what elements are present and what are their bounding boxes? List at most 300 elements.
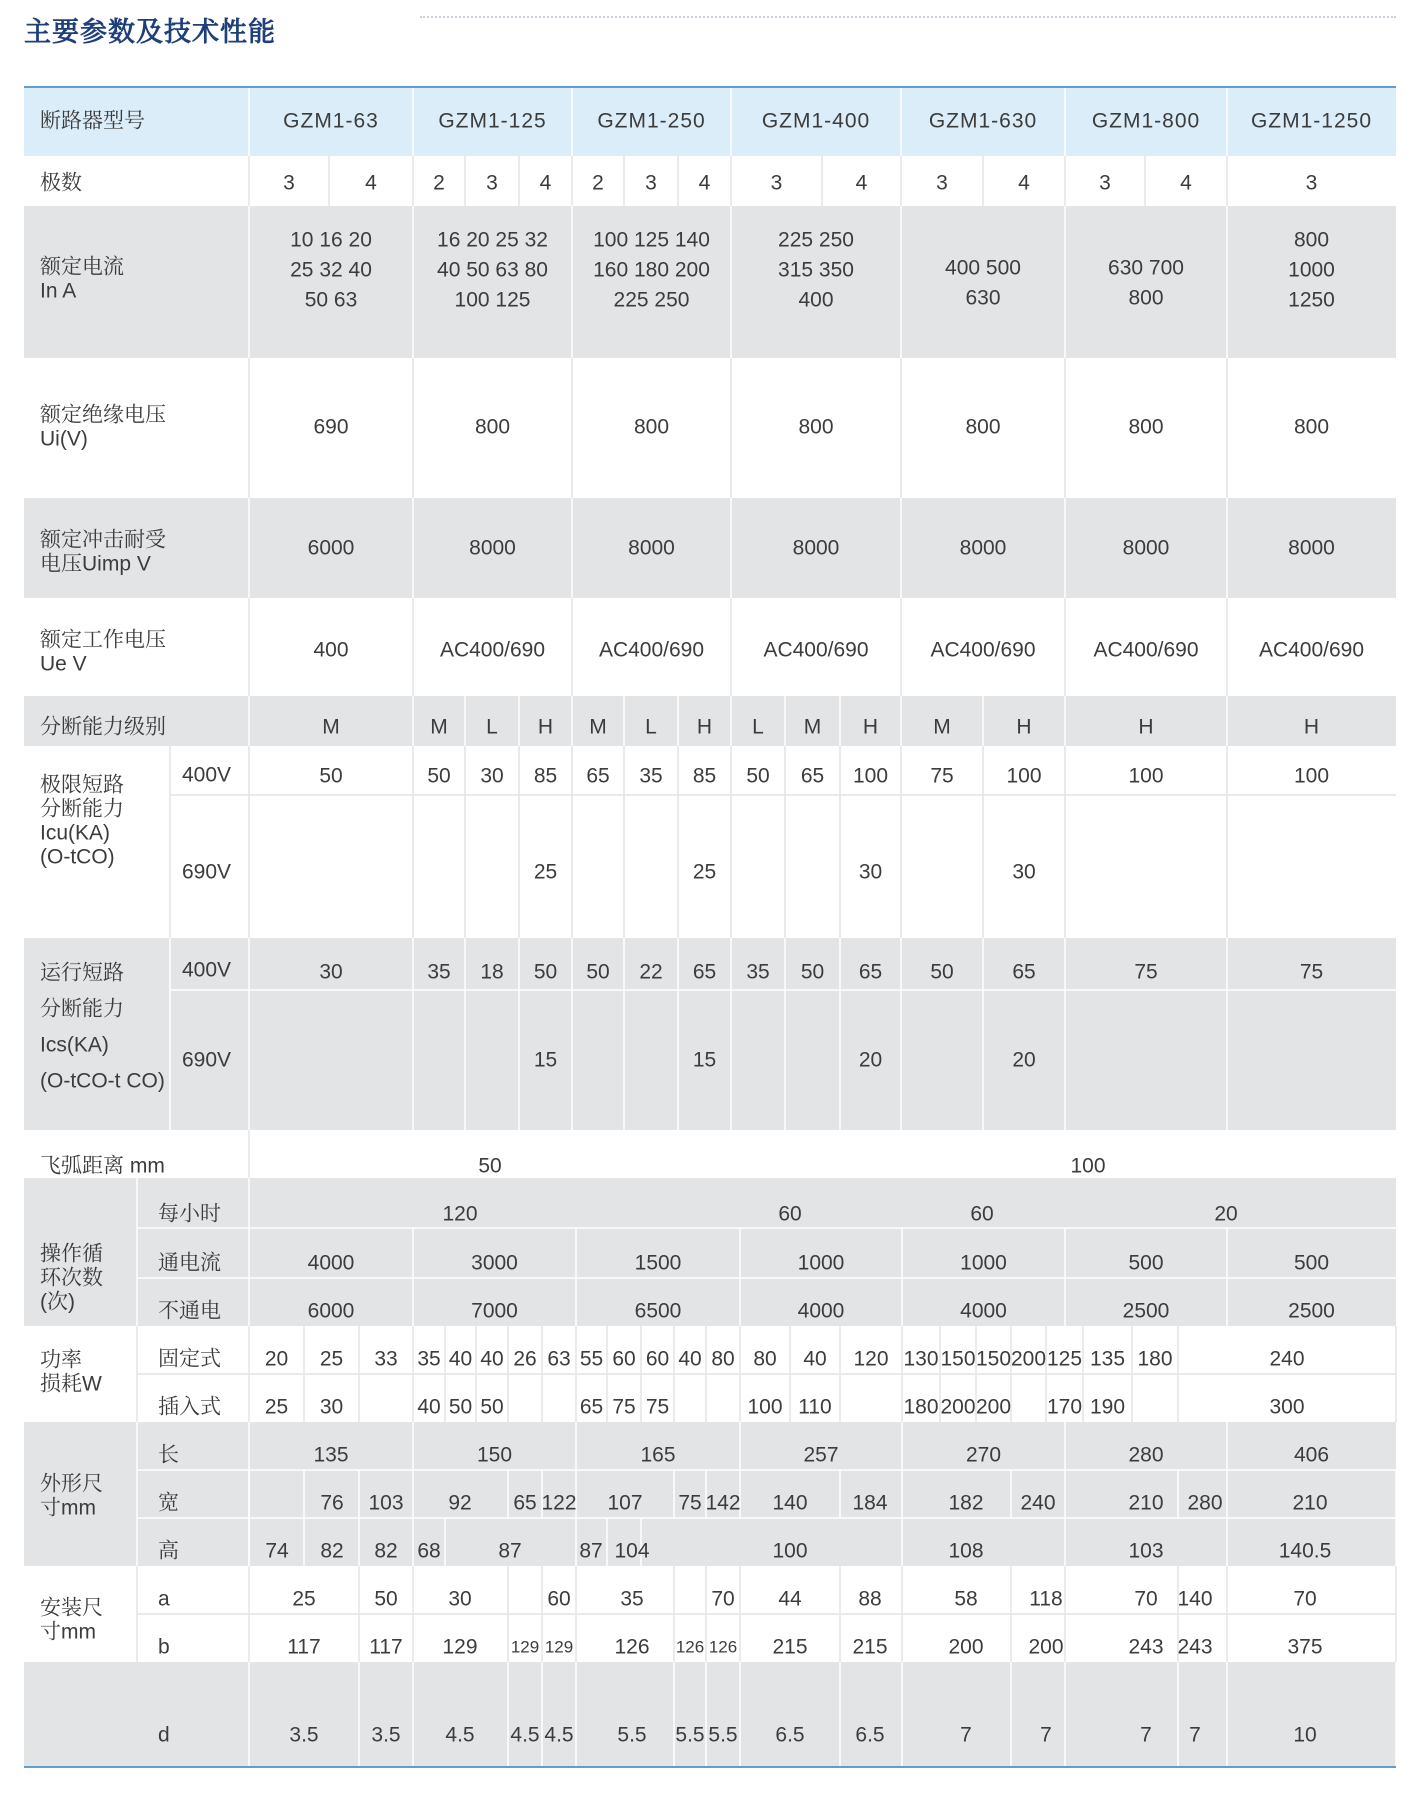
dim-width-cell: 92 xyxy=(448,1491,472,1515)
power-fixed-cell: 20 xyxy=(264,1347,289,1371)
dim-length-cell: 135 xyxy=(313,1443,349,1467)
working-voltage-cell: AC400/690 xyxy=(1093,638,1199,662)
row-label: 外形尺 xyxy=(40,1472,103,1496)
dim-width-cell: 107 xyxy=(607,1491,643,1515)
mount-d-cell: 5.5 xyxy=(617,1723,647,1747)
rated-current-cell: 400 xyxy=(798,288,834,312)
power-fixed-cell: 150 xyxy=(975,1347,1012,1371)
cycles-on-cell: 500 xyxy=(1293,1251,1330,1275)
insulation-cell: 690 xyxy=(313,415,349,439)
voltage-label: 690V xyxy=(182,860,232,884)
rated-current-cell: 800 xyxy=(1128,286,1164,310)
mount-d-cell: 5.5 xyxy=(675,1723,705,1747)
dim-width-cell: 65 xyxy=(513,1491,537,1515)
mount-d-cell: 7 xyxy=(960,1723,972,1747)
breaking-level-cell: M xyxy=(803,715,822,739)
rated-current-cell: 1000 xyxy=(1288,258,1335,282)
ics-400-cell: 50 xyxy=(533,960,558,984)
mount-a-cell: 140 xyxy=(1177,1587,1213,1611)
power-plugin-cell: 170 xyxy=(1046,1395,1083,1419)
rated-current-cell: 160 180 200 xyxy=(593,258,710,282)
rated-current-cell: 50 63 xyxy=(304,288,358,312)
breaking-level-cell: M xyxy=(933,715,951,739)
model-header: GZM1-400 xyxy=(761,109,871,133)
cycles-off-cell: 2500 xyxy=(1122,1299,1170,1323)
insulation-cell: 800 xyxy=(798,415,834,439)
breaking-level-cell: H xyxy=(696,715,713,739)
row-label: 电压Uimp V xyxy=(40,552,151,576)
power-fixed-cell: 26 xyxy=(513,1347,537,1371)
row-label: Ui(V) xyxy=(40,427,88,451)
power-fixed-cell: 130 xyxy=(903,1347,939,1371)
arc-cell: 100 xyxy=(1070,1154,1106,1178)
ics-400-cell: 65 xyxy=(692,960,717,984)
dim-height-cell: 82 xyxy=(320,1539,344,1563)
ics-400-cell: 35 xyxy=(427,960,451,984)
power-fixed-cell: 60 xyxy=(612,1347,636,1371)
row-label: 极限短路 xyxy=(40,773,124,797)
mount-d-cell: 4.5 xyxy=(544,1723,574,1747)
row-label: 极数 xyxy=(40,171,82,195)
icu-400-cell: 35 xyxy=(639,764,663,788)
row-label: (O-tCO) xyxy=(40,845,115,869)
ics-400-cell: 65 xyxy=(1012,960,1036,984)
cycles-off-cell: 4000 xyxy=(960,1299,1007,1323)
rated-current-cell: 16 20 25 32 xyxy=(437,228,548,252)
sub-label: d xyxy=(158,1723,170,1747)
icu-400-cell: 100 xyxy=(1128,764,1164,788)
icu-400-cell: 100 xyxy=(1293,764,1330,788)
power-plugin-cell: 75 xyxy=(645,1395,670,1419)
mount-b-cell: 126 xyxy=(675,1637,705,1657)
rated-current-cell: 800 xyxy=(1293,228,1330,252)
insulation-cell: 800 xyxy=(1128,415,1164,439)
row-label: 分断能力 xyxy=(40,797,124,821)
row-label: 分断能力 xyxy=(40,997,124,1021)
working-voltage-cell: AC400/690 xyxy=(1258,638,1365,662)
power-plugin-cell: 25 xyxy=(264,1395,289,1419)
poles-cell: 4 xyxy=(698,171,711,195)
mount-a-cell: 70 xyxy=(1293,1587,1317,1611)
rated-current-cell: 10 16 20 xyxy=(290,228,372,252)
dim-height-cell: 100 xyxy=(772,1539,808,1563)
power-plugin-cell: 30 xyxy=(319,1395,344,1419)
impulse-cell: 8000 xyxy=(1288,536,1335,560)
breaking-level-cell: M xyxy=(589,715,607,739)
ics-690-cell: 20 xyxy=(1012,1048,1036,1072)
poles-cell: 4 xyxy=(365,171,377,195)
bottom-rule xyxy=(24,1766,1396,1768)
dim-height-cell: 87 xyxy=(498,1539,522,1563)
cycles-hour-cell: 20 xyxy=(1214,1202,1238,1226)
poles-cell: 2 xyxy=(433,171,445,195)
mount-a-cell: 25 xyxy=(292,1587,316,1611)
rated-current-cell: 1250 xyxy=(1288,288,1335,312)
mount-a-cell: 60 xyxy=(547,1587,571,1611)
row-label: 额定绝缘电压 xyxy=(40,403,166,427)
breaking-level-cell: L xyxy=(645,715,657,739)
mount-a-cell: 44 xyxy=(778,1587,802,1611)
cycles-hour-cell: 60 xyxy=(778,1202,802,1226)
model-header: GZM1-63 xyxy=(283,109,379,133)
dim-height-cell: 82 xyxy=(374,1539,398,1563)
breaking-level-cell: H xyxy=(1138,715,1154,739)
header-label: 断路器型号 xyxy=(40,109,145,133)
icu-400-cell: 85 xyxy=(692,764,717,788)
row-label: (次) xyxy=(40,1290,75,1314)
cycles-hour-cell: 120 xyxy=(442,1202,478,1226)
ics-400-cell: 35 xyxy=(746,960,770,984)
row-band xyxy=(24,498,1396,598)
mount-b-cell: 215 xyxy=(852,1635,888,1659)
row-band xyxy=(24,1178,1396,1326)
poles-cell: 4 xyxy=(855,171,868,195)
breaking-level-cell: L xyxy=(752,715,764,739)
power-fixed-cell: 80 xyxy=(711,1347,735,1371)
power-plugin-cell: 190 xyxy=(1089,1395,1126,1419)
mount-a-cell: 70 xyxy=(1134,1587,1158,1611)
power-fixed-cell: 55 xyxy=(579,1347,604,1371)
mount-b-cell: 126 xyxy=(708,1637,738,1657)
dim-width-cell: 240 xyxy=(1020,1491,1056,1515)
power-fixed-cell: 40 xyxy=(803,1347,827,1371)
impulse-cell: 8000 xyxy=(628,536,675,560)
icu-400-cell: 65 xyxy=(800,764,825,788)
dim-length-cell: 257 xyxy=(803,1443,839,1467)
row-label: (O-tCO-t CO) xyxy=(40,1069,165,1093)
row-label: 分断能力级别 xyxy=(40,715,166,739)
dim-length-cell: 150 xyxy=(476,1443,513,1467)
mount-d-cell: 10 xyxy=(1293,1723,1317,1747)
power-plugin-cell: 65 xyxy=(579,1395,604,1419)
icu-690-cell: 30 xyxy=(858,860,883,884)
mount-d-cell: 5.5 xyxy=(708,1723,738,1747)
power-plugin-cell: 50 xyxy=(480,1395,504,1419)
ics-400-cell: 50 xyxy=(930,960,954,984)
mount-a-cell: 50 xyxy=(374,1587,398,1611)
cycles-on-cell: 1000 xyxy=(797,1251,845,1275)
icu-690-cell: 25 xyxy=(692,860,717,884)
poles-cell: 4 xyxy=(1180,171,1192,195)
poles-cell: 4 xyxy=(1018,171,1030,195)
sub-label: 长 xyxy=(158,1443,179,1467)
dim-width-cell: 122 xyxy=(541,1491,577,1515)
rated-current-cell: 630 xyxy=(965,286,1001,310)
breaking-level-cell: L xyxy=(486,715,498,739)
icu-400-cell: 65 xyxy=(586,764,610,788)
icu-400-cell: 50 xyxy=(746,764,770,788)
breaking-level-cell: H xyxy=(1016,715,1032,739)
mount-d-cell: 6.5 xyxy=(775,1723,805,1747)
working-voltage-cell: 400 xyxy=(313,638,349,662)
mount-b-cell: 243 xyxy=(1177,1635,1213,1659)
impulse-cell: 8000 xyxy=(792,536,840,560)
row-label: 飞弧距离 mm xyxy=(40,1154,165,1178)
power-plugin-cell: 180 xyxy=(903,1395,939,1419)
row-band xyxy=(24,1130,1396,1178)
insulation-cell: 800 xyxy=(965,415,1001,439)
sub-label: 每小时 xyxy=(158,1202,221,1226)
mount-d-cell: 4.5 xyxy=(510,1723,540,1747)
dim-length-cell: 406 xyxy=(1293,1443,1330,1467)
dim-width-cell: 184 xyxy=(852,1491,888,1515)
ics-690-cell: 20 xyxy=(858,1048,883,1072)
icu-400-cell: 85 xyxy=(533,764,558,788)
row-label: 寸mm xyxy=(40,1496,96,1520)
top-rule xyxy=(24,86,1396,88)
power-plugin-cell: 50 xyxy=(448,1395,473,1419)
mount-a-cell: 88 xyxy=(858,1587,882,1611)
cycles-off-cell: 2500 xyxy=(1288,1299,1335,1323)
row-band xyxy=(24,358,1396,498)
sub-label: 不通电 xyxy=(158,1299,221,1323)
mount-a-cell: 58 xyxy=(954,1587,978,1611)
row-band xyxy=(24,1662,1396,1766)
breaking-level-cell: H xyxy=(537,715,554,739)
icu-400-cell: 75 xyxy=(930,764,954,788)
mount-a-cell: 35 xyxy=(620,1587,644,1611)
power-fixed-cell: 40 xyxy=(448,1347,473,1371)
cycles-on-cell: 1500 xyxy=(634,1251,682,1275)
row-label: In A xyxy=(40,279,77,303)
dim-width-cell: 76 xyxy=(320,1491,344,1515)
row-label: 额定电流 xyxy=(40,255,124,279)
ics-690-cell: 15 xyxy=(533,1048,558,1072)
mount-b-cell: 129 xyxy=(442,1635,478,1659)
ics-690-cell: 15 xyxy=(692,1048,717,1072)
poles-cell: 4 xyxy=(539,171,552,195)
sub-label: 通电流 xyxy=(158,1251,221,1275)
page-title: 主要参数及技术性能 xyxy=(24,17,276,48)
arc-cell: 50 xyxy=(478,1154,502,1178)
mount-b-cell: 243 xyxy=(1128,1635,1164,1659)
ics-400-cell: 30 xyxy=(319,960,343,984)
dim-length-cell: 280 xyxy=(1128,1443,1164,1467)
mount-a-cell: 30 xyxy=(448,1587,472,1611)
dim-width-cell: 182 xyxy=(948,1491,984,1515)
icu-690-cell: 30 xyxy=(1012,860,1036,884)
poles-cell: 3 xyxy=(1305,171,1318,195)
icu-400-cell: 50 xyxy=(427,764,451,788)
sub-label: 高 xyxy=(158,1539,179,1563)
row-label: 损耗W xyxy=(40,1372,102,1396)
power-fixed-cell: 120 xyxy=(853,1347,889,1371)
voltage-label: 690V xyxy=(182,1048,232,1072)
dim-height-cell: 103 xyxy=(1128,1539,1164,1563)
mount-b-cell: 200 xyxy=(948,1635,984,1659)
impulse-cell: 8000 xyxy=(1122,536,1170,560)
power-plugin-cell: 200 xyxy=(940,1395,976,1419)
insulation-cell: 800 xyxy=(633,415,670,439)
mount-b-cell: 126 xyxy=(614,1635,650,1659)
mount-d-cell: 3.5 xyxy=(371,1723,401,1747)
ics-400-cell: 50 xyxy=(800,960,825,984)
model-header: GZM1-125 xyxy=(438,109,547,133)
breaking-level-cell: M xyxy=(430,715,448,739)
ics-400-cell: 65 xyxy=(858,960,883,984)
mount-b-cell: 129 xyxy=(510,1637,540,1657)
row-label: 额定工作电压 xyxy=(40,628,166,652)
impulse-cell: 8000 xyxy=(469,536,516,560)
power-fixed-cell: 33 xyxy=(374,1347,398,1371)
icu-690-cell: 25 xyxy=(533,860,558,884)
rated-current-cell: 40 50 63 80 xyxy=(437,258,548,282)
power-fixed-cell: 135 xyxy=(1089,1347,1126,1371)
working-voltage-cell: AC400/690 xyxy=(763,638,869,662)
icu-400-cell: 50 xyxy=(319,764,343,788)
rated-current-cell: 225 250 xyxy=(613,288,690,312)
rated-current-cell: 25 32 40 xyxy=(290,258,372,282)
impulse-cell: 6000 xyxy=(307,536,355,560)
working-voltage-cell: AC400/690 xyxy=(930,638,1036,662)
mount-b-cell: 215 xyxy=(772,1635,808,1659)
model-header: GZM1-1250 xyxy=(1250,109,1373,133)
cycles-on-cell: 3000 xyxy=(471,1251,518,1275)
mount-d-cell: 3.5 xyxy=(289,1723,319,1747)
breaking-level-cell: M xyxy=(322,715,340,739)
cycles-on-cell: 500 xyxy=(1128,1251,1164,1275)
insulation-cell: 800 xyxy=(1293,415,1330,439)
row-band xyxy=(24,206,1396,358)
row-label: 操作循 xyxy=(40,1242,103,1266)
dim-width-cell: 210 xyxy=(1292,1491,1328,1515)
power-fixed-cell: 60 xyxy=(645,1347,670,1371)
dim-width-cell: 142 xyxy=(705,1491,741,1515)
dim-height-cell: 108 xyxy=(948,1539,984,1563)
power-fixed-cell: 200 xyxy=(1010,1347,1047,1371)
model-header: GZM1-800 xyxy=(1091,109,1201,133)
dim-height-cell: 140.5 xyxy=(1278,1539,1332,1563)
model-header: GZM1-630 xyxy=(928,109,1038,133)
power-fixed-cell: 150 xyxy=(940,1347,976,1371)
rated-current-cell: 100 125 140 xyxy=(593,228,710,252)
row-label: 额定冲击耐受 xyxy=(40,528,166,552)
power-plugin-cell: 110 xyxy=(798,1395,832,1419)
poles-cell: 3 xyxy=(936,171,948,195)
dim-length-cell: 165 xyxy=(640,1443,676,1467)
dim-length-cell: 270 xyxy=(965,1443,1002,1467)
sub-label: 固定式 xyxy=(158,1347,221,1371)
poles-cell: 3 xyxy=(486,171,498,195)
power-plugin-cell: 100 xyxy=(747,1395,783,1419)
sub-label: a xyxy=(158,1587,170,1611)
breaking-level-cell: H xyxy=(1303,715,1320,739)
ics-400-cell: 18 xyxy=(480,960,504,984)
cycles-hour-cell: 60 xyxy=(970,1202,994,1226)
cycles-off-cell: 4000 xyxy=(797,1299,845,1323)
power-plugin-cell: 200 xyxy=(975,1395,1012,1419)
ics-400-cell: 75 xyxy=(1299,960,1324,984)
cycles-off-cell: 6500 xyxy=(634,1299,682,1323)
power-fixed-cell: 40 xyxy=(480,1347,504,1371)
power-fixed-cell: 125 xyxy=(1046,1347,1083,1371)
mount-a-cell: 118 xyxy=(1029,1587,1063,1611)
dim-height-cell: 87 xyxy=(579,1539,603,1563)
ics-400-cell: 75 xyxy=(1134,960,1158,984)
power-fixed-cell: 240 xyxy=(1269,1347,1305,1371)
row-label: 环次数 xyxy=(40,1266,103,1290)
dim-width-cell: 210 xyxy=(1128,1491,1164,1515)
row-label: 功率 xyxy=(40,1348,82,1372)
row-label: 寸mm xyxy=(40,1620,96,1644)
power-fixed-cell: 25 xyxy=(319,1347,344,1371)
dim-width-cell: 140 xyxy=(772,1491,808,1515)
power-plugin-cell: 75 xyxy=(612,1395,636,1419)
cycles-off-cell: 6000 xyxy=(307,1299,355,1323)
cycles-off-cell: 7000 xyxy=(471,1299,518,1323)
row-label: Ics(KA) xyxy=(40,1033,109,1057)
icu-400-cell: 100 xyxy=(1006,764,1042,788)
sub-label: 宽 xyxy=(158,1491,179,1515)
power-fixed-cell: 80 xyxy=(753,1347,777,1371)
mount-b-cell: 117 xyxy=(287,1635,321,1659)
power-plugin-cell: 300 xyxy=(1269,1395,1305,1419)
rated-current-cell: 315 350 xyxy=(778,258,854,282)
mount-d-cell: 4.5 xyxy=(445,1723,475,1747)
dim-height-cell: 74 xyxy=(265,1539,289,1563)
dim-width-cell: 103 xyxy=(368,1491,404,1515)
poles-cell: 3 xyxy=(283,171,295,195)
power-fixed-cell: 180 xyxy=(1137,1347,1173,1371)
row-label: Icu(KA) xyxy=(40,821,111,845)
power-plugin-cell: 40 xyxy=(417,1395,441,1419)
impulse-cell: 8000 xyxy=(959,536,1007,560)
working-voltage-cell: AC400/690 xyxy=(439,638,546,662)
poles-cell: 3 xyxy=(1099,171,1111,195)
rated-current-cell: 100 125 xyxy=(454,288,531,312)
ics-400-cell: 22 xyxy=(639,960,663,984)
row-label: Ue V xyxy=(40,652,87,676)
dim-height-cell: 68 xyxy=(417,1539,441,1563)
dim-width-cell: 280 xyxy=(1187,1491,1223,1515)
dim-height-cell: 104 xyxy=(614,1539,650,1563)
power-fixed-cell: 63 xyxy=(547,1347,571,1371)
mount-b-cell: 375 xyxy=(1287,1635,1323,1659)
mount-d-cell: 6.5 xyxy=(855,1723,885,1747)
mount-d-cell: 7 xyxy=(1140,1723,1152,1747)
power-fixed-cell: 35 xyxy=(417,1347,441,1371)
icu-400-cell: 100 xyxy=(852,764,889,788)
cycles-on-cell: 1000 xyxy=(960,1251,1007,1275)
poles-cell: 3 xyxy=(645,171,657,195)
poles-cell: 2 xyxy=(592,171,604,195)
mount-b-cell: 129 xyxy=(544,1637,574,1657)
rated-current-cell: 630 700 xyxy=(1108,256,1184,280)
rated-current-cell: 400 500 xyxy=(945,256,1021,280)
dim-width-cell: 75 xyxy=(678,1491,702,1515)
voltage-label: 400V xyxy=(182,763,232,787)
cycles-on-cell: 4000 xyxy=(307,1251,355,1275)
model-header: GZM1-250 xyxy=(597,109,706,133)
mount-d-cell: 7 xyxy=(1189,1723,1201,1747)
icu-400-cell: 30 xyxy=(480,764,504,788)
rated-current-cell: 225 250 xyxy=(778,228,854,252)
breaking-level-cell: H xyxy=(862,715,879,739)
mount-a-cell: 70 xyxy=(711,1587,735,1611)
row-label: 运行短路 xyxy=(40,961,124,985)
sub-label: b xyxy=(158,1635,170,1659)
sub-label: 插入式 xyxy=(158,1395,221,1419)
voltage-label: 400V xyxy=(182,958,232,982)
mount-b-cell: 117 xyxy=(369,1635,403,1659)
ics-400-cell: 50 xyxy=(586,960,610,984)
row-label: 安装尺 xyxy=(40,1596,103,1620)
working-voltage-cell: AC400/690 xyxy=(598,638,705,662)
mount-b-cell: 200 xyxy=(1028,1635,1064,1659)
mount-d-cell: 7 xyxy=(1040,1723,1052,1747)
power-fixed-cell: 40 xyxy=(678,1347,702,1371)
poles-cell: 3 xyxy=(770,171,783,195)
